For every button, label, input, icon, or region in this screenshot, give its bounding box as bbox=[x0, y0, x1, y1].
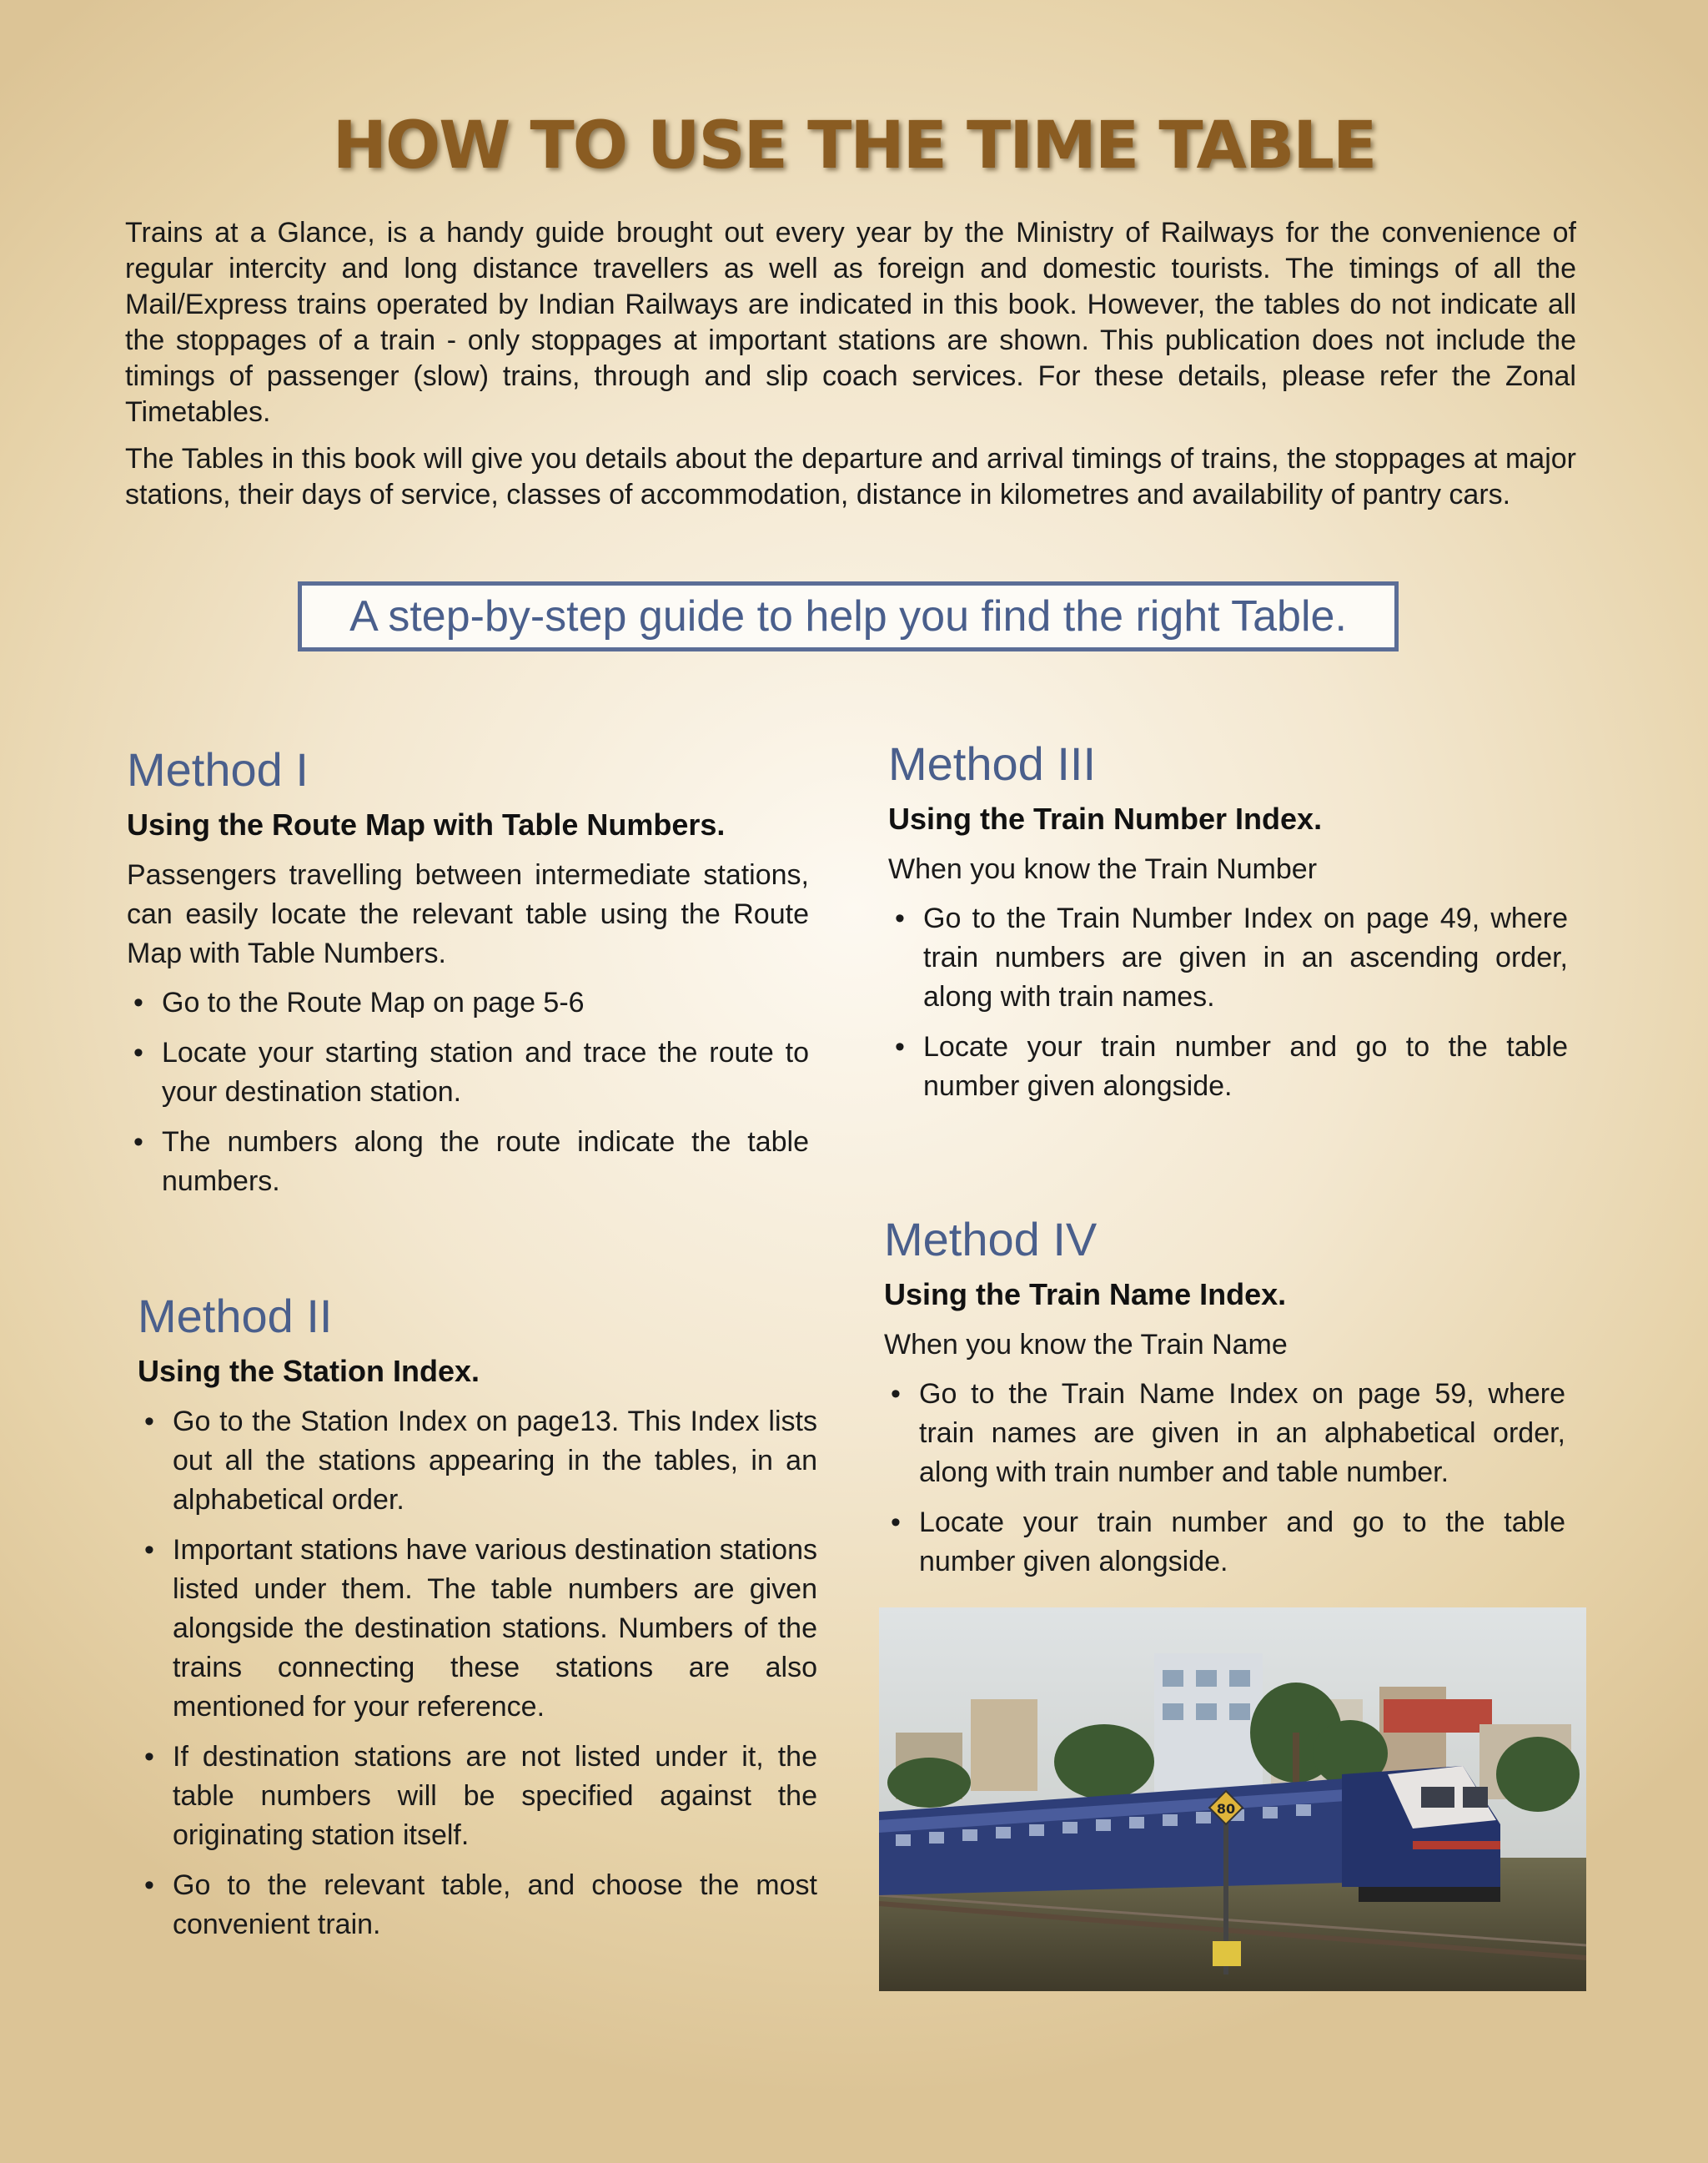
list-item: • If destination stations are not listed under it, the table numbers will be specified against the originating station itself. bbox=[138, 1738, 817, 1855]
method-1-heading: Method I bbox=[127, 743, 309, 796]
list-item: • Locate your train number and go to the table number given alongside. bbox=[888, 1028, 1568, 1106]
method-4-subheading: Using the Train Name Index. bbox=[884, 1277, 1287, 1311]
list-item: • Go to the Route Map on page 5-6 bbox=[127, 983, 809, 1023]
list-item: • Locate your train number and go to the table number given alongside. bbox=[884, 1503, 1565, 1582]
speed-sign-text: 80 bbox=[1216, 1801, 1236, 1817]
bullet-icon: • bbox=[133, 987, 143, 1019]
list-item: • Important stations have various destination stations listed under them. The table numbers are given alongside the destination stations. Numbers of the trains connecting these stations are also mentioned for your reference. bbox=[138, 1531, 817, 1727]
list-item: • Go to the Train Number Index on page 49, where train numbers are given in an ascending order, along with train names. bbox=[888, 899, 1568, 1017]
bullet-icon: • bbox=[144, 1741, 154, 1773]
method-4-section bbox=[884, 1212, 1565, 1592]
list-item: • Go to the Station Index on page13. This Index lists out all the stations appearing in the tables, in an alphabetical order. bbox=[138, 1402, 817, 1520]
bullet-icon: • bbox=[895, 1031, 905, 1063]
bullet-icon: • bbox=[133, 1126, 143, 1158]
method-3-lead: When you know the Train Number bbox=[888, 853, 1318, 885]
train-photo bbox=[879, 1607, 1586, 1991]
bullet-icon: • bbox=[895, 903, 905, 934]
method-4-lead: When you know the Train Name bbox=[884, 1329, 1288, 1361]
guide-banner: A step-by-step guide to help you find the right Table. bbox=[298, 581, 1399, 651]
list-item: • Go to the Train Name Index on page 59, where train names are given in an alphabetical order, along with train number and table number. bbox=[884, 1375, 1565, 1492]
train-illustration bbox=[879, 1607, 1586, 1991]
method-1-list bbox=[127, 983, 809, 1201]
intro-text bbox=[125, 215, 1576, 524]
bullet-icon: • bbox=[144, 1406, 154, 1437]
page-title: HOW TO USE THE TIME TABLE bbox=[332, 108, 1376, 184]
method-1-lead: Passengers travelling between intermediate stations, can easily locate the relevant table using the Route Map with Table Numbers. bbox=[127, 859, 809, 969]
method-3-subheading: Using the Train Number Index. bbox=[888, 802, 1323, 836]
method-2-subheading: Using the Station Index. bbox=[138, 1354, 480, 1388]
list-item: • Locate your starting station and trace the route to your destination station. bbox=[127, 1034, 809, 1112]
list-item: • The numbers along the route indicate the table numbers. bbox=[127, 1123, 809, 1201]
list-item: • Go to the relevant table, and choose the most convenient train. bbox=[138, 1866, 817, 1944]
method-3-list bbox=[888, 899, 1568, 1106]
bullet-icon: • bbox=[891, 1378, 901, 1410]
method-2-section bbox=[138, 1289, 817, 1955]
method-1-subheading: Using the Route Map with Table Numbers. bbox=[127, 807, 726, 842]
bullet-icon: • bbox=[133, 1037, 143, 1069]
intro-paragraph-1: Trains at a Glance, is a handy guide brought out every year by the Ministry of Railways for the convenience of regular intercity and long distance travellers as well as foreign and domestic tourists. The timings of all the Mail/Express trains operated by Indian Railways are indicated in this book. However, the tables do not indicate all the stoppages of a train - only stoppages at important stations are shown. This publication does not include the timings of passenger (slow) trains, through and slip coach services. For these details, please refer the Zonal Timetables. bbox=[125, 217, 1576, 428]
bullet-icon: • bbox=[891, 1507, 901, 1538]
intro-paragraph-2: The Tables in this book will give you details about the departure and arrival timings of trains, the stoppages at major stations, their days of service, classes of accommodation, distance in kilometres and availability of pantry cars. bbox=[125, 443, 1576, 511]
method-3-section bbox=[888, 737, 1568, 1117]
method-1-section bbox=[127, 742, 809, 1212]
method-4-heading: Method IV bbox=[884, 1213, 1098, 1265]
method-4-list bbox=[884, 1375, 1565, 1582]
method-3-heading: Method III bbox=[888, 737, 1097, 790]
bullet-icon: • bbox=[144, 1534, 154, 1566]
method-2-list bbox=[138, 1402, 817, 1944]
method-2-heading: Method II bbox=[138, 1290, 333, 1342]
bullet-icon: • bbox=[144, 1869, 154, 1901]
